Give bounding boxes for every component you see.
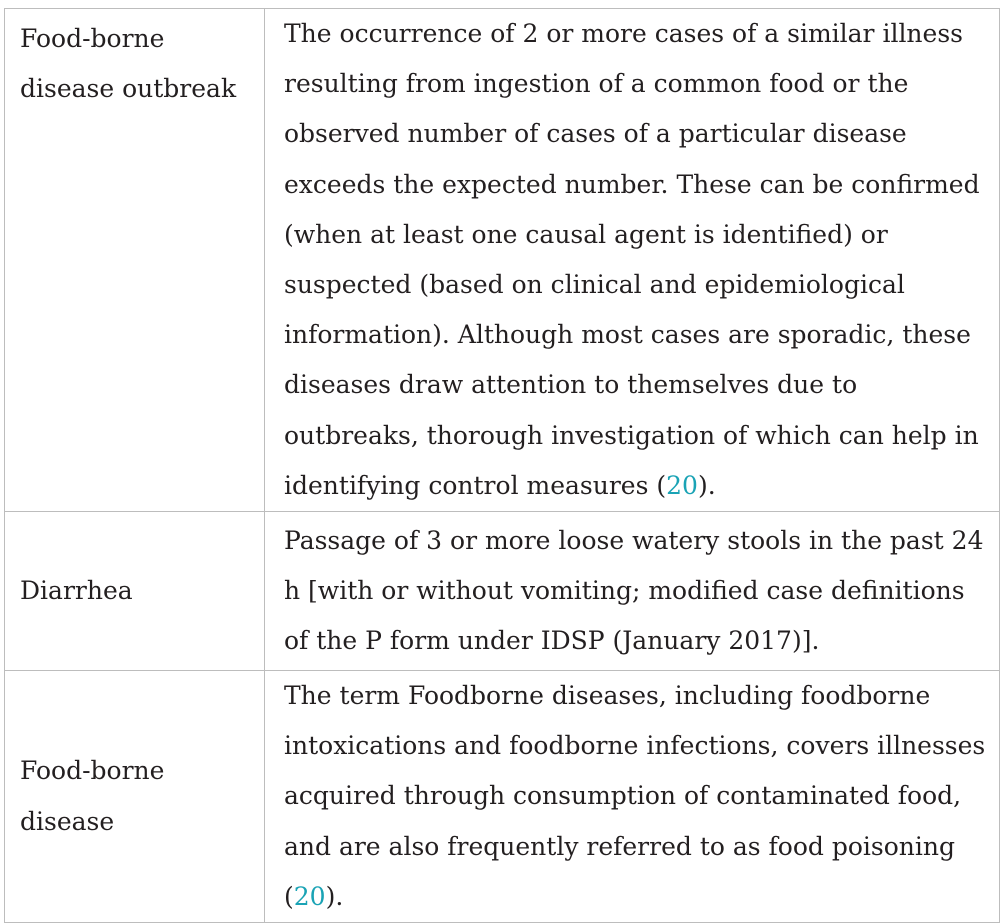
definition-cell (265, 512, 1000, 671)
table-row (5, 9, 1000, 512)
term-cell (5, 9, 265, 512)
term-text: Diarrhea (20, 575, 133, 605)
term-text: Food-borne disease outbreak (20, 24, 237, 104)
definitions-table (4, 8, 1000, 923)
definition-tail: ). (325, 881, 344, 911)
definition-tail: ). (697, 470, 716, 500)
term-text: Food-borne disease (20, 756, 165, 836)
reference-link[interactable]: 20 (293, 881, 326, 911)
table-row (5, 512, 1000, 671)
definition-cell (265, 671, 1000, 923)
table-row (5, 671, 1000, 923)
reference-link[interactable]: 20 (666, 470, 698, 500)
definition-text: The occurrence of 2 or more cases of a similar illness resulting from ingestion of a common food or the observed number of cases of a particular disease exceeds the expected number. These can be confirmed (when at least one causal agent is identified) or suspected (based on clinical and epidemiological information). Although most cases are sporadic, these diseases draw attention to themselves due to outbreaks, thorough investigation of which can help in identifying control measures ( (284, 19, 980, 500)
definition-cell (265, 9, 1000, 512)
term-cell (5, 671, 265, 923)
term-cell (5, 512, 265, 671)
definition-text: Passage of 3 or more loose watery stools in the past 24 h [with or without vomiting; modified case definitions of the P form under IDSP (January 2017)]. (284, 525, 984, 656)
definition-text: The term Foodborne diseases, including foodborne intoxications and foodborne infections, covers illnesses acquired through consumption of contaminated food, and are also frequently referred to as food poisoning ( (284, 681, 986, 911)
